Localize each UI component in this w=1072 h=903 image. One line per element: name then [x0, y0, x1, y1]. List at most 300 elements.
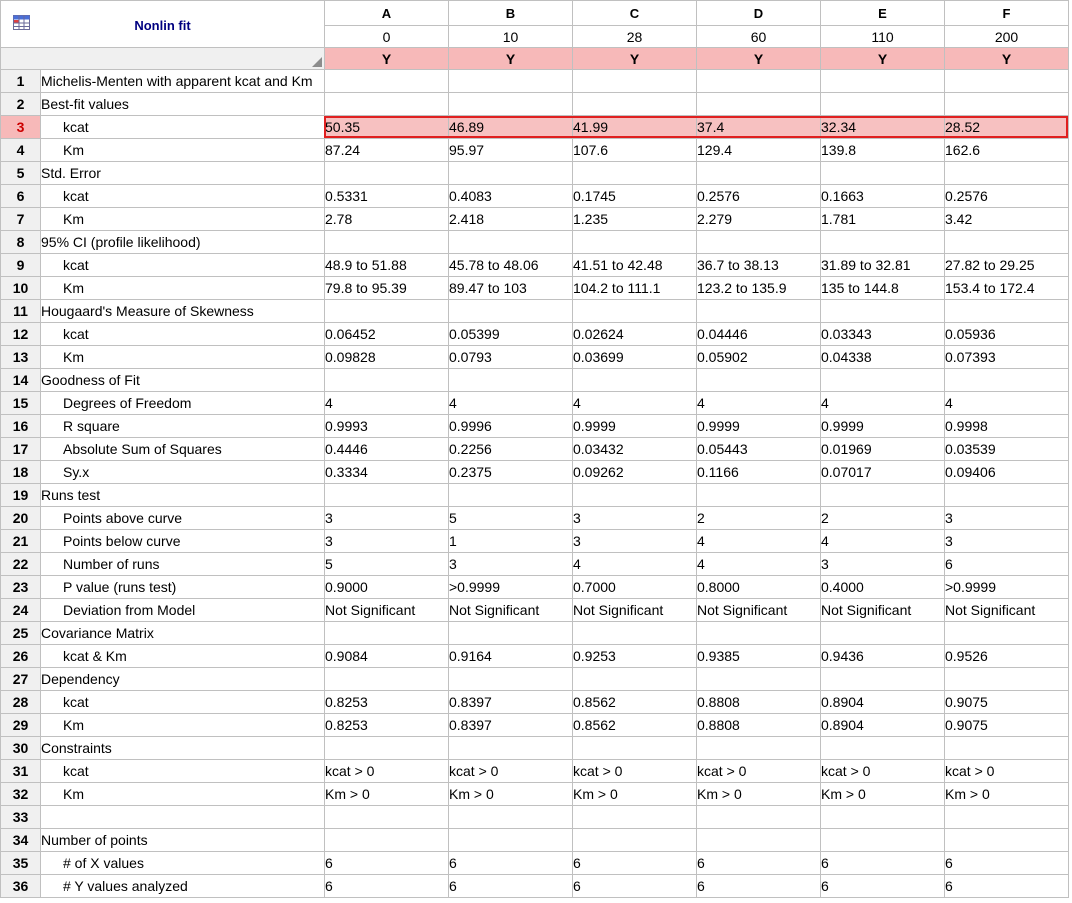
table-cell[interactable]: 0.1663 — [821, 185, 945, 208]
table-row[interactable] — [1, 553, 1069, 576]
table-cell[interactable] — [697, 829, 821, 852]
column-subheader-a[interactable]: Y — [325, 48, 449, 70]
table-cell[interactable]: 0.9526 — [945, 645, 1069, 668]
table-cell[interactable]: 0.4000 — [821, 576, 945, 599]
table-cell[interactable]: 28.52 — [945, 116, 1069, 139]
table-cell[interactable]: 4 — [449, 392, 573, 415]
row-label[interactable]: Std. Error — [41, 162, 325, 185]
table-cell[interactable]: 2.78 — [325, 208, 449, 231]
table-row[interactable] — [1, 714, 1069, 737]
row-label[interactable]: kcat & Km — [41, 645, 325, 668]
table-cell[interactable] — [945, 737, 1069, 760]
table-cell[interactable]: >0.9999 — [449, 576, 573, 599]
table-cell[interactable]: 0.03699 — [573, 346, 697, 369]
table-cell[interactable]: 104.2 to 111.1 — [573, 277, 697, 300]
table-cell[interactable]: 0.2576 — [945, 185, 1069, 208]
table-cell[interactable] — [573, 300, 697, 323]
table-cell[interactable]: 135 to 144.8 — [821, 277, 945, 300]
table-cell[interactable]: 0.09406 — [945, 461, 1069, 484]
table-cell[interactable]: 41.51 to 42.48 — [573, 254, 697, 277]
table-cell[interactable]: 6 — [945, 852, 1069, 875]
column-letter-b[interactable]: B — [449, 1, 573, 26]
table-cell[interactable]: 0.05443 — [697, 438, 821, 461]
row-label[interactable]: Covariance Matrix — [41, 622, 325, 645]
table-cell[interactable]: 0.9164 — [449, 645, 573, 668]
table-cell[interactable] — [945, 162, 1069, 185]
table-cell[interactable] — [573, 484, 697, 507]
table-cell[interactable]: 4 — [945, 392, 1069, 415]
row-label[interactable]: kcat — [41, 116, 325, 139]
row-label[interactable]: Best-fit values — [41, 93, 325, 116]
table-cell[interactable]: Km > 0 — [573, 783, 697, 806]
table-row[interactable] — [1, 530, 1069, 553]
table-cell[interactable]: 0.9075 — [945, 691, 1069, 714]
table-row[interactable] — [1, 369, 1069, 392]
table-cell[interactable]: 0.9000 — [325, 576, 449, 599]
table-cell[interactable]: 6 — [449, 852, 573, 875]
table-cell[interactable] — [697, 369, 821, 392]
row-number[interactable]: 23 — [1, 576, 41, 599]
table-cell[interactable] — [821, 622, 945, 645]
table-cell[interactable] — [325, 231, 449, 254]
row-label[interactable]: kcat — [41, 185, 325, 208]
table-cell[interactable]: 6 — [573, 852, 697, 875]
table-cell[interactable]: kcat > 0 — [821, 760, 945, 783]
row-number[interactable]: 21 — [1, 530, 41, 553]
table-cell[interactable]: 0.03432 — [573, 438, 697, 461]
table-row[interactable] — [1, 438, 1069, 461]
table-row[interactable] — [1, 875, 1069, 898]
table-cell[interactable] — [697, 668, 821, 691]
row-number[interactable]: 13 — [1, 346, 41, 369]
table-cell[interactable]: 3 — [573, 530, 697, 553]
table-cell[interactable] — [697, 70, 821, 93]
table-cell[interactable]: 0.1166 — [697, 461, 821, 484]
table-cell[interactable] — [325, 300, 449, 323]
table-cell[interactable] — [325, 369, 449, 392]
table-cell[interactable]: 0.04446 — [697, 323, 821, 346]
column-letter-d[interactable]: D — [697, 1, 821, 26]
table-cell[interactable]: 6 — [821, 852, 945, 875]
table-cell[interactable]: 0.09262 — [573, 461, 697, 484]
table-cell[interactable] — [325, 737, 449, 760]
table-cell[interactable] — [449, 737, 573, 760]
table-cell[interactable]: 0.4083 — [449, 185, 573, 208]
row-number[interactable]: 26 — [1, 645, 41, 668]
table-cell[interactable] — [325, 829, 449, 852]
row-number[interactable]: 4 — [1, 139, 41, 162]
table-row[interactable] — [1, 760, 1069, 783]
table-cell[interactable]: 2.279 — [697, 208, 821, 231]
table-cell[interactable] — [573, 162, 697, 185]
table-cell[interactable]: 129.4 — [697, 139, 821, 162]
table-row[interactable] — [1, 852, 1069, 875]
column-letter-a[interactable]: A — [325, 1, 449, 26]
table-cell[interactable]: 3 — [821, 553, 945, 576]
row-label[interactable]: Goodness of Fit — [41, 369, 325, 392]
table-cell[interactable] — [945, 70, 1069, 93]
column-subheader-e[interactable]: Y — [821, 48, 945, 70]
table-cell[interactable]: kcat > 0 — [573, 760, 697, 783]
table-cell[interactable]: 0.8808 — [697, 714, 821, 737]
table-cell[interactable]: 5 — [449, 507, 573, 530]
table-cell[interactable]: 6 — [945, 875, 1069, 898]
row-label[interactable]: Km — [41, 139, 325, 162]
table-cell[interactable]: 0.09828 — [325, 346, 449, 369]
row-number[interactable]: 24 — [1, 599, 41, 622]
table-cell[interactable] — [821, 369, 945, 392]
table-row[interactable] — [1, 231, 1069, 254]
row-header-corner[interactable] — [1, 48, 325, 70]
column-letter-f[interactable]: F — [945, 1, 1069, 26]
table-cell[interactable]: 0.8904 — [821, 691, 945, 714]
table-cell[interactable]: 1.235 — [573, 208, 697, 231]
row-label[interactable]: Dependency — [41, 668, 325, 691]
row-number[interactable]: 3 — [1, 116, 41, 139]
row-number[interactable]: 27 — [1, 668, 41, 691]
row-label[interactable]: P value (runs test) — [41, 576, 325, 599]
table-cell[interactable]: 0.8562 — [573, 691, 697, 714]
table-cell[interactable] — [945, 622, 1069, 645]
table-cell[interactable]: 6 — [697, 875, 821, 898]
table-cell[interactable]: 0.2256 — [449, 438, 573, 461]
column-title-c[interactable]: 28 — [573, 26, 697, 48]
table-cell[interactable]: 4 — [821, 392, 945, 415]
column-letter-c[interactable]: C — [573, 1, 697, 26]
table-cell[interactable] — [449, 300, 573, 323]
row-number[interactable]: 36 — [1, 875, 41, 898]
table-cell[interactable]: 87.24 — [325, 139, 449, 162]
row-number[interactable]: 29 — [1, 714, 41, 737]
table-cell[interactable] — [325, 70, 449, 93]
row-number[interactable]: 11 — [1, 300, 41, 323]
table-cell[interactable] — [821, 93, 945, 116]
table-cell[interactable]: 0.9999 — [697, 415, 821, 438]
table-row[interactable] — [1, 93, 1069, 116]
table-cell[interactable] — [821, 300, 945, 323]
table-cell[interactable]: 2 — [697, 507, 821, 530]
table-cell[interactable] — [945, 231, 1069, 254]
row-number[interactable]: 2 — [1, 93, 41, 116]
table-cell[interactable] — [821, 806, 945, 829]
row-label[interactable]: Km — [41, 346, 325, 369]
row-label[interactable]: Km — [41, 277, 325, 300]
row-label[interactable]: # of X values — [41, 852, 325, 875]
row-label[interactable]: kcat — [41, 760, 325, 783]
table-cell[interactable]: 0.9999 — [821, 415, 945, 438]
column-letter-e[interactable]: E — [821, 1, 945, 26]
table-cell[interactable]: 0.8253 — [325, 714, 449, 737]
table-cell[interactable]: 153.4 to 172.4 — [945, 277, 1069, 300]
resize-grip-icon[interactable] — [312, 57, 322, 67]
table-cell[interactable]: 0.1745 — [573, 185, 697, 208]
table-cell[interactable]: 0.03539 — [945, 438, 1069, 461]
table-row[interactable] — [1, 576, 1069, 599]
table-cell[interactable] — [573, 622, 697, 645]
table-cell[interactable]: 0.8397 — [449, 691, 573, 714]
table-cell[interactable] — [449, 829, 573, 852]
table-row[interactable] — [1, 392, 1069, 415]
row-label[interactable]: 95% CI (profile likelihood) — [41, 231, 325, 254]
table-row[interactable] — [1, 300, 1069, 323]
table-cell[interactable]: 0.8397 — [449, 714, 573, 737]
table-cell[interactable]: 0.8000 — [697, 576, 821, 599]
table-row[interactable] — [1, 783, 1069, 806]
table-cell[interactable] — [945, 484, 1069, 507]
table-cell[interactable]: Not Significant — [945, 599, 1069, 622]
row-number[interactable]: 34 — [1, 829, 41, 852]
table-cell[interactable] — [325, 93, 449, 116]
row-label[interactable]: Km — [41, 783, 325, 806]
table-cell[interactable] — [821, 484, 945, 507]
table-cell[interactable] — [449, 668, 573, 691]
table-row[interactable] — [1, 139, 1069, 162]
table-cell[interactable]: 0.5331 — [325, 185, 449, 208]
row-label[interactable]: Km — [41, 714, 325, 737]
table-cell[interactable]: 0.8808 — [697, 691, 821, 714]
table-cell[interactable] — [573, 806, 697, 829]
row-number[interactable]: 19 — [1, 484, 41, 507]
column-subheader-d[interactable]: Y — [697, 48, 821, 70]
table-cell[interactable]: 0.2375 — [449, 461, 573, 484]
row-label[interactable]: Degrees of Freedom — [41, 392, 325, 415]
table-cell[interactable]: 6 — [573, 875, 697, 898]
table-row[interactable] — [1, 162, 1069, 185]
table-cell[interactable]: kcat > 0 — [449, 760, 573, 783]
table-cell[interactable]: 41.99 — [573, 116, 697, 139]
table-cell[interactable]: 6 — [325, 875, 449, 898]
row-number[interactable]: 8 — [1, 231, 41, 254]
table-row[interactable] — [1, 185, 1069, 208]
table-cell[interactable]: >0.9999 — [945, 576, 1069, 599]
table-cell[interactable]: 0.01969 — [821, 438, 945, 461]
column-title-e[interactable]: 110 — [821, 26, 945, 48]
table-cell[interactable]: 4 — [573, 553, 697, 576]
table-cell[interactable]: Km > 0 — [449, 783, 573, 806]
table-cell[interactable]: 6 — [821, 875, 945, 898]
table-cell[interactable]: 0.3334 — [325, 461, 449, 484]
table-cell[interactable]: Not Significant — [821, 599, 945, 622]
table-cell[interactable] — [449, 70, 573, 93]
table-cell[interactable]: 3 — [325, 530, 449, 553]
table-cell[interactable]: 0.4446 — [325, 438, 449, 461]
table-cell[interactable]: 3.42 — [945, 208, 1069, 231]
table-cell[interactable] — [697, 93, 821, 116]
table-cell[interactable]: 4 — [821, 530, 945, 553]
table-cell[interactable] — [697, 622, 821, 645]
table-cell[interactable]: 0.05902 — [697, 346, 821, 369]
table-cell[interactable] — [449, 369, 573, 392]
table-row[interactable] — [1, 806, 1069, 829]
table-cell[interactable]: 162.6 — [945, 139, 1069, 162]
table-cell[interactable] — [697, 484, 821, 507]
table-cell[interactable]: 45.78 to 48.06 — [449, 254, 573, 277]
table-cell[interactable] — [821, 162, 945, 185]
row-label[interactable]: Runs test — [41, 484, 325, 507]
table-cell[interactable]: 0.9385 — [697, 645, 821, 668]
table-cell[interactable]: Km > 0 — [697, 783, 821, 806]
row-number[interactable]: 5 — [1, 162, 41, 185]
table-cell[interactable]: 89.47 to 103 — [449, 277, 573, 300]
row-number[interactable]: 31 — [1, 760, 41, 783]
table-cell[interactable]: 0.0793 — [449, 346, 573, 369]
column-title-f[interactable]: 200 — [945, 26, 1069, 48]
table-cell[interactable] — [325, 622, 449, 645]
row-number[interactable]: 32 — [1, 783, 41, 806]
table-cell[interactable]: 48.9 to 51.88 — [325, 254, 449, 277]
table-cell[interactable]: 4 — [697, 553, 821, 576]
row-label[interactable]: kcat — [41, 691, 325, 714]
table-row[interactable] — [1, 415, 1069, 438]
table-cell[interactable]: Not Significant — [325, 599, 449, 622]
table-cell[interactable] — [325, 668, 449, 691]
table-cell[interactable] — [945, 93, 1069, 116]
table-cell[interactable]: 3 — [945, 530, 1069, 553]
table-cell[interactable] — [449, 93, 573, 116]
table-row[interactable] — [1, 254, 1069, 277]
table-cell[interactable] — [945, 300, 1069, 323]
table-cell[interactable]: kcat > 0 — [697, 760, 821, 783]
row-number[interactable]: 10 — [1, 277, 41, 300]
table-cell[interactable]: 4 — [697, 392, 821, 415]
table-cell[interactable] — [697, 806, 821, 829]
table-cell[interactable]: 0.9999 — [573, 415, 697, 438]
table-cell[interactable]: 0.7000 — [573, 576, 697, 599]
row-label[interactable]: Michelis-Menten with apparent kcat and Km — [41, 70, 325, 93]
table-cell[interactable]: 27.82 to 29.25 — [945, 254, 1069, 277]
table-cell[interactable]: 6 — [945, 553, 1069, 576]
table-row[interactable] — [1, 323, 1069, 346]
table-cell[interactable] — [573, 668, 697, 691]
table-cell[interactable] — [573, 93, 697, 116]
table-cell[interactable]: 4 — [325, 392, 449, 415]
table-cell[interactable] — [325, 484, 449, 507]
table-cell[interactable]: 0.07393 — [945, 346, 1069, 369]
table-cell[interactable]: 0.04338 — [821, 346, 945, 369]
table-cell[interactable]: 0.06452 — [325, 323, 449, 346]
table-cell[interactable] — [945, 806, 1069, 829]
table-cell[interactable]: 31.89 to 32.81 — [821, 254, 945, 277]
row-number[interactable]: 15 — [1, 392, 41, 415]
column-title-b[interactable]: 10 — [449, 26, 573, 48]
table-row[interactable] — [1, 208, 1069, 231]
table-cell[interactable]: Km > 0 — [821, 783, 945, 806]
table-cell[interactable] — [821, 668, 945, 691]
table-row[interactable] — [1, 599, 1069, 622]
table-cell[interactable]: Km > 0 — [945, 783, 1069, 806]
row-label[interactable]: Constraints — [41, 737, 325, 760]
table-cell[interactable]: 0.8904 — [821, 714, 945, 737]
table-cell[interactable]: 0.9993 — [325, 415, 449, 438]
table-cell[interactable]: 139.8 — [821, 139, 945, 162]
table-cell[interactable] — [573, 369, 697, 392]
row-label[interactable]: Hougaard's Measure of Skewness — [41, 300, 325, 323]
table-cell[interactable] — [821, 231, 945, 254]
table-row[interactable] — [1, 461, 1069, 484]
table-cell[interactable] — [821, 70, 945, 93]
row-number[interactable]: 7 — [1, 208, 41, 231]
row-number[interactable]: 20 — [1, 507, 41, 530]
table-cell[interactable] — [449, 484, 573, 507]
table-cell[interactable] — [697, 737, 821, 760]
table-cell[interactable]: 3 — [449, 553, 573, 576]
table-cell[interactable]: 36.7 to 38.13 — [697, 254, 821, 277]
table-cell[interactable]: 0.9075 — [945, 714, 1069, 737]
table-cell[interactable] — [449, 162, 573, 185]
table-cell[interactable]: 107.6 — [573, 139, 697, 162]
table-cell[interactable]: 0.9084 — [325, 645, 449, 668]
table-cell[interactable]: 3 — [325, 507, 449, 530]
table-cell[interactable]: 95.97 — [449, 139, 573, 162]
row-label[interactable]: Points below curve — [41, 530, 325, 553]
table-cell[interactable]: 123.2 to 135.9 — [697, 277, 821, 300]
row-label[interactable]: kcat — [41, 254, 325, 277]
row-label[interactable]: R square — [41, 415, 325, 438]
table-cell[interactable]: kcat > 0 — [325, 760, 449, 783]
table-cell[interactable] — [945, 829, 1069, 852]
table-cell[interactable]: 1.781 — [821, 208, 945, 231]
row-label[interactable]: Sy.x — [41, 461, 325, 484]
table-cell[interactable]: Not Significant — [449, 599, 573, 622]
table-cell[interactable] — [449, 622, 573, 645]
table-cell[interactable]: Not Significant — [573, 599, 697, 622]
table-cell[interactable] — [325, 162, 449, 185]
table-cell[interactable] — [697, 162, 821, 185]
table-cell[interactable] — [697, 231, 821, 254]
row-number[interactable]: 9 — [1, 254, 41, 277]
table-cell[interactable]: 0.9998 — [945, 415, 1069, 438]
table-cell[interactable] — [821, 737, 945, 760]
row-number[interactable]: 33 — [1, 806, 41, 829]
row-number[interactable]: 25 — [1, 622, 41, 645]
row-label[interactable]: Deviation from Model — [41, 599, 325, 622]
row-label[interactable]: kcat — [41, 323, 325, 346]
table-row[interactable] — [1, 116, 1069, 139]
column-subheader-b[interactable]: Y — [449, 48, 573, 70]
table-row[interactable] — [1, 691, 1069, 714]
table-cell[interactable] — [325, 806, 449, 829]
table-cell[interactable] — [945, 369, 1069, 392]
sheet-title-cell[interactable] — [1, 1, 325, 48]
table-cell[interactable]: 79.8 to 95.39 — [325, 277, 449, 300]
table-cell[interactable] — [697, 300, 821, 323]
table-cell[interactable] — [449, 806, 573, 829]
table-cell[interactable] — [573, 737, 697, 760]
table-cell[interactable]: 0.9253 — [573, 645, 697, 668]
table-cell[interactable]: 2.418 — [449, 208, 573, 231]
row-number[interactable]: 1 — [1, 70, 41, 93]
table-cell[interactable]: 0.07017 — [821, 461, 945, 484]
table-cell[interactable]: 32.34 — [821, 116, 945, 139]
column-subheader-c[interactable]: Y — [573, 48, 697, 70]
row-label[interactable]: Number of runs — [41, 553, 325, 576]
table-cell[interactable]: 37.4 — [697, 116, 821, 139]
column-title-d[interactable]: 60 — [697, 26, 821, 48]
table-cell[interactable] — [449, 231, 573, 254]
table-cell[interactable]: 6 — [449, 875, 573, 898]
row-number[interactable]: 14 — [1, 369, 41, 392]
table-cell[interactable]: 0.05399 — [449, 323, 573, 346]
table-cell[interactable]: 0.9996 — [449, 415, 573, 438]
table-cell[interactable]: 50.35 — [325, 116, 449, 139]
row-number[interactable]: 18 — [1, 461, 41, 484]
table-row[interactable] — [1, 484, 1069, 507]
column-subheader-f[interactable]: Y — [945, 48, 1069, 70]
table-cell[interactable]: Not Significant — [697, 599, 821, 622]
row-number[interactable]: 35 — [1, 852, 41, 875]
table-row[interactable] — [1, 829, 1069, 852]
table-cell[interactable] — [573, 231, 697, 254]
